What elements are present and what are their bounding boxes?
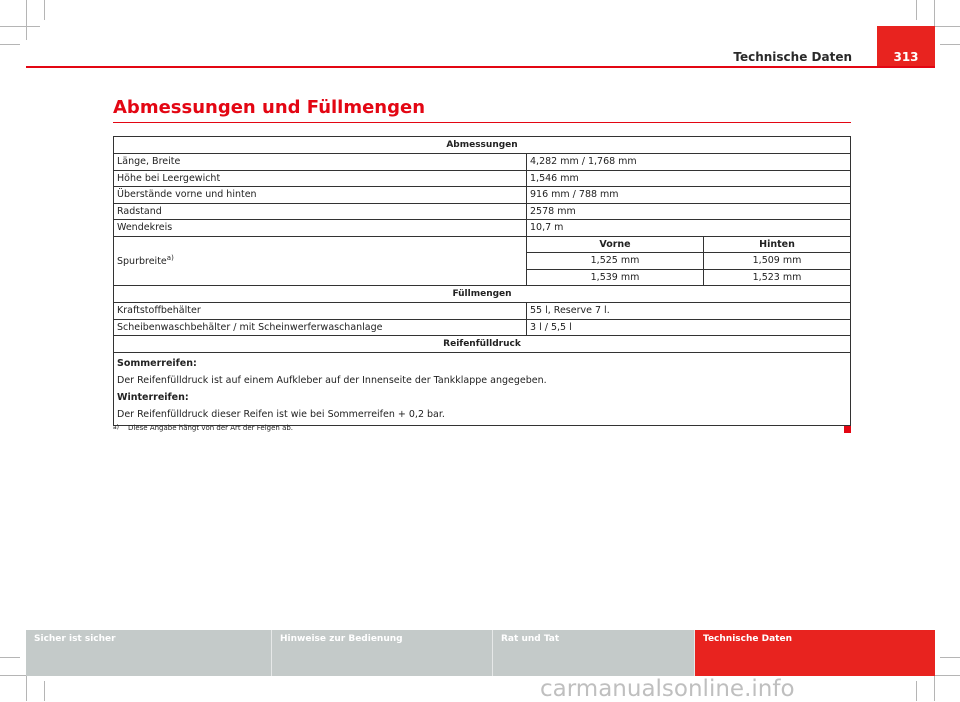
spec-table bbox=[113, 136, 851, 426]
watermark: carmanualsonline.info bbox=[540, 676, 795, 702]
row-value: 1,546 mm bbox=[527, 170, 851, 187]
page-number: 313 bbox=[893, 50, 919, 64]
title-rule bbox=[113, 122, 851, 123]
nav-tab-sicher-ist-sicher[interactable]: Sicher ist sicher bbox=[26, 630, 271, 676]
crop-mark bbox=[44, 681, 45, 701]
footnote bbox=[113, 424, 293, 432]
table-row bbox=[114, 303, 851, 320]
winter-tire-text: Der Reifenfülldruck dieser Reifen ist wie bei Sommerreifen + 0,2 bar. bbox=[117, 409, 445, 420]
row-value: 916 mm / 788 mm bbox=[527, 187, 851, 204]
section-end-marker bbox=[844, 426, 851, 433]
page-title: Abmessungen und Füllmengen bbox=[113, 97, 426, 118]
crop-mark bbox=[26, 0, 27, 40]
footnote-text: Diese Angabe hängt von der Art der Felgen ab. bbox=[128, 424, 294, 432]
dimensions-heading: Abmessungen bbox=[114, 137, 851, 154]
table-row bbox=[114, 236, 851, 253]
track-rear-value: 1,509 mm bbox=[704, 253, 851, 270]
nav-tab-technische-daten[interactable]: Technische Daten bbox=[694, 630, 935, 676]
table-row bbox=[114, 353, 851, 426]
track-front-value: 1,539 mm bbox=[527, 269, 704, 286]
running-header-title: Technische Daten bbox=[733, 50, 852, 64]
footnote-reference: a) bbox=[166, 254, 174, 263]
row-label: Wendekreis bbox=[114, 220, 527, 237]
page-number-tab bbox=[877, 26, 935, 68]
nav-tab-rat-und-tat[interactable]: Rat und Tat bbox=[492, 630, 694, 676]
crop-mark bbox=[916, 681, 917, 701]
header-rule bbox=[26, 66, 935, 68]
crop-mark bbox=[940, 44, 960, 45]
row-value: 3 l / 5,5 l bbox=[527, 319, 851, 336]
table-row bbox=[114, 170, 851, 187]
tire-heading: Reifenfülldruck bbox=[114, 336, 851, 353]
track-col-rear: Hinten bbox=[704, 236, 851, 253]
row-value: 55 l, Reserve 7 l. bbox=[527, 303, 851, 320]
row-label: Länge, Breite bbox=[114, 154, 527, 171]
table-section-row bbox=[114, 336, 851, 353]
track-width-label bbox=[114, 236, 527, 286]
row-label: Radstand bbox=[114, 203, 527, 220]
crop-mark bbox=[916, 0, 917, 20]
row-label: Scheibenwaschbehälter / mit Scheinwerferwaschanlage bbox=[114, 319, 527, 336]
crop-mark bbox=[44, 0, 45, 20]
row-value: 10,7 m bbox=[527, 220, 851, 237]
fill-heading: Füllmengen bbox=[114, 286, 851, 303]
nav-tab-hinweise-zur-bedienung[interactable]: Hinweise zur Bedienung bbox=[271, 630, 492, 676]
crop-mark bbox=[0, 44, 20, 45]
table-row bbox=[114, 319, 851, 336]
crop-mark bbox=[940, 657, 960, 658]
row-label: Höhe bei Leergewicht bbox=[114, 170, 527, 187]
chapter-navigation bbox=[26, 630, 935, 676]
summer-tire-heading: Sommerreifen: bbox=[117, 358, 197, 369]
summer-tire-text: Der Reifenfülldruck ist auf einem Aufkleber auf der Innenseite der Tankklappe angegeben. bbox=[117, 375, 547, 386]
table-row bbox=[114, 154, 851, 171]
row-value: 4,282 mm / 1,768 mm bbox=[527, 154, 851, 171]
crop-mark bbox=[0, 26, 40, 27]
winter-tire-heading: Winterreifen: bbox=[117, 392, 189, 403]
row-label: Kraftstoffbehälter bbox=[114, 303, 527, 320]
table-row bbox=[114, 203, 851, 220]
track-rear-value: 1,523 mm bbox=[704, 269, 851, 286]
track-width-label-text: Spurbreite bbox=[117, 256, 167, 268]
tire-pressure-cell bbox=[114, 353, 851, 426]
row-value: 2578 mm bbox=[527, 203, 851, 220]
row-label: Überstände vorne und hinten bbox=[114, 187, 527, 204]
crop-mark bbox=[0, 657, 20, 658]
table-section-row bbox=[114, 286, 851, 303]
table-section-row bbox=[114, 137, 851, 154]
footnote-mark: a) bbox=[113, 424, 120, 431]
track-front-value: 1,525 mm bbox=[527, 253, 704, 270]
table-row bbox=[114, 187, 851, 204]
table-row bbox=[114, 220, 851, 237]
track-col-front: Vorne bbox=[527, 236, 704, 253]
